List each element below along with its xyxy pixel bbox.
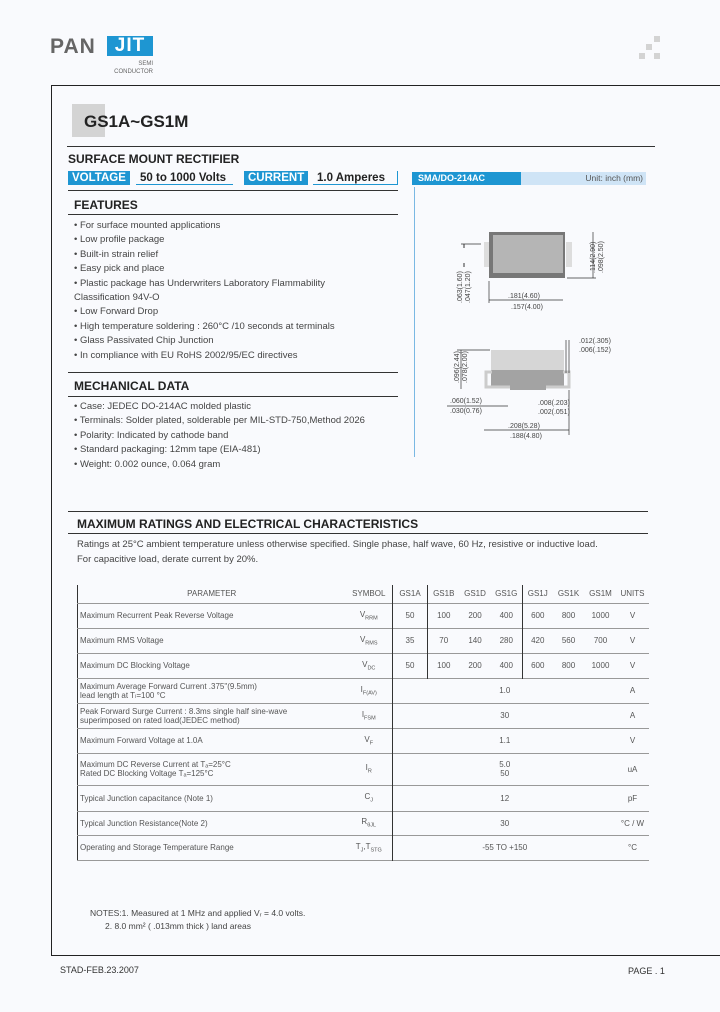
parameter-cell (78, 653, 346, 678)
dim-standoff-max: .008(.203) (538, 400, 570, 407)
parameter-text-2: Rated DC Blocking Voltage Tₐ=125°C (80, 769, 214, 778)
unit-cell: V (629, 611, 636, 620)
dim-top-height-max: .114(2.90) (590, 241, 597, 273)
symbol-subscript: DC (367, 665, 376, 672)
value-cell: 100 (428, 653, 460, 678)
dim-lead-height-max: .063(1.60) (457, 271, 464, 303)
mechanical-item: • Polarity: Indicated by cathode band (74, 429, 229, 441)
table-row (78, 835, 649, 860)
table-row (78, 703, 649, 728)
dim-standoff-min: .002(.051) (538, 409, 570, 416)
dim-lead-length-max: .060(1.52) (450, 398, 482, 405)
value: 5.0 (499, 760, 511, 769)
note-1: NOTES:1. Measured at 1 MHz and applied Vᵣ = 4.0 volts. (90, 908, 306, 918)
value-cell: 50 (393, 653, 428, 678)
value-cell: 200 (468, 661, 482, 670)
symbol-cell (346, 703, 393, 728)
parameter-text: Maximum Average Forward Current .375"(9.5mm) (80, 681, 257, 691)
header-gs1j: GS1J (523, 585, 553, 603)
note-2: 2. 8.0 mm² ( .013mm thick ) land areas (105, 921, 251, 931)
header-gs1k: GS1K (557, 589, 580, 599)
dim-top-width-min: .157(4.00) (511, 304, 543, 311)
parameter-text: Maximum DC Reverse Current at Tₐ=25°C (80, 760, 231, 769)
parameter-text: Maximum DC Blocking Voltage (80, 661, 190, 670)
current-label: CURRENT (244, 171, 308, 185)
footer-page: PAGE . 1 (628, 966, 665, 976)
divider (68, 511, 648, 512)
value-2: 50 (500, 769, 510, 778)
dim-lead-height-min: .047(1.20) (465, 271, 472, 303)
symbol-cell (346, 835, 393, 860)
logo-jit: JIT (107, 36, 153, 56)
value-cell: 1000 (591, 661, 610, 670)
value: 1.0 (499, 686, 511, 695)
value-cell (393, 785, 617, 811)
table-row (78, 678, 649, 703)
value-cell: 400 (499, 611, 513, 620)
mechanical-item: • Terminals: Solder plated, solderable per MIL-STD-750,Method 2026 (74, 415, 365, 427)
symbol-cell (346, 653, 393, 678)
symbol-subscript: F(AV) (362, 690, 377, 697)
parameter-text-2: superimposed on rated load(JEDEC method) (80, 715, 240, 725)
symbol-cell (346, 753, 393, 785)
value-cell (393, 835, 617, 860)
dim-side-height-max: .096(2.44) (454, 351, 461, 383)
ratings-condition-2: For capacitive load, derate current by 20%. (77, 554, 259, 565)
top-view-drawing (457, 232, 605, 311)
parameter-cell (78, 628, 346, 653)
header-gs1g: GS1G (495, 589, 518, 599)
parameter-cell (78, 753, 346, 785)
divider (68, 190, 398, 191)
features-list (74, 219, 335, 363)
voltage-label: VOLTAGE (68, 171, 130, 185)
feature-item: • In compliance with EU RoHS 2002/95/EC directives (74, 349, 298, 361)
symbol-cell (346, 811, 393, 835)
dim-total-length-max: .208(5.28) (508, 423, 540, 430)
symbol: T (355, 841, 361, 851)
table-row (78, 628, 649, 653)
mechanical-heading: MECHANICAL DATA (74, 379, 190, 393)
symbol-subscript: J (360, 847, 364, 854)
frame-bottom (51, 955, 720, 956)
header-gs1a: GS1A (393, 585, 428, 603)
value: 30 (500, 818, 510, 828)
parameter-cell (78, 678, 346, 703)
mechanical-item: • Case: JEDEC DO-214AC molded plastic (74, 401, 252, 412)
subtitle: SURFACE MOUNT RECTIFIER (68, 152, 240, 166)
symbol-2-subscript: STG (370, 847, 382, 854)
unit-cell: uA (627, 764, 638, 774)
value-cell: 800 (561, 661, 576, 670)
parameter-text-2: lead length at Tₗ=100 °C (80, 690, 166, 700)
unit-cell: A (629, 711, 636, 720)
symbol: V (362, 659, 368, 669)
header-parameter: PARAMETER (187, 589, 237, 599)
value-cell: 35 (393, 628, 428, 653)
parameter-cell (78, 703, 346, 728)
symbol-2: ,T (363, 841, 371, 851)
parameter-cell (78, 603, 346, 628)
symbol: V (364, 734, 370, 744)
value: 12 (500, 793, 510, 803)
dim-terminal-thk-max: .012(.305) (579, 338, 611, 345)
symbol-cell (346, 678, 393, 703)
symbol: R (361, 817, 368, 827)
mechanical-list (74, 400, 365, 472)
feature-item: • Built-in strain relief (74, 248, 159, 260)
feature-item: • Low Forward Drop (74, 306, 159, 318)
value-cell: 140 (468, 636, 482, 645)
header-units: UNITS (620, 589, 645, 599)
feature-item: • High temperature soldering : 260°C /10 seconds at terminals (74, 320, 335, 332)
value-cell: 200 (468, 611, 482, 620)
unit-cell: pF (627, 793, 638, 803)
table-row (78, 603, 649, 628)
value-cell: 600 (523, 653, 553, 678)
unit-cell: °C (628, 843, 637, 852)
logo-subtitle (100, 60, 153, 76)
ratings-heading: MAXIMUM RATINGS AND ELECTRICAL CHARACTERISTICS (77, 517, 419, 531)
table-row (78, 653, 649, 678)
unit-cell: °C / W (620, 818, 645, 828)
value-cell (393, 811, 617, 835)
current-value: 1.0 Amperes (313, 171, 398, 185)
table-row (78, 785, 649, 811)
feature-item: Classification 94V-O (74, 292, 160, 304)
value-cell: 600 (523, 603, 553, 628)
dim-terminal-thk-min: .006(.152) (579, 347, 611, 354)
symbol: V (359, 634, 366, 644)
parameter-text: Maximum RMS Voltage (80, 636, 164, 645)
symbol-subscript: R (367, 768, 372, 775)
parameter-cell (78, 785, 346, 811)
logo-sub1: SEMI (138, 61, 153, 67)
symbol-subscript: RMS (365, 640, 378, 647)
header-gs1b: GS1B (428, 585, 460, 603)
header-gs1m: GS1M (589, 589, 612, 599)
unit-cell: A (629, 686, 636, 695)
symbol-subscript: FSM (364, 715, 376, 722)
footer-doc-id: STAD-FEB.23.2007 (60, 965, 139, 975)
package-name: SMA/DO-214AC (412, 172, 521, 185)
value-cell (393, 678, 617, 703)
header-gs1d: GS1D (464, 589, 486, 599)
parameter-text: Operating and Storage Temperature Range (80, 843, 234, 852)
header-symbol: SYMBOL (352, 589, 386, 599)
logo-sub2: CONDUCTOR (114, 69, 153, 75)
parameter-text: Maximum Recurrent Peak Reverse Voltage (80, 611, 234, 620)
package-drawing (410, 165, 650, 455)
feature-item: • Plastic package has Underwriters Laboratory Flammability (74, 277, 325, 289)
dim-side-height-min: .078(2.00) (462, 351, 469, 383)
table-row (78, 811, 649, 835)
symbol-subscript: J (370, 797, 374, 804)
symbol-cell (346, 728, 393, 753)
frame-top (51, 85, 720, 86)
logo-pan: PAN (50, 35, 96, 58)
unit-cell: V (629, 661, 636, 670)
value: -55 TO +150 (482, 843, 528, 852)
features-heading: FEATURES (74, 198, 138, 212)
value-cell: 800 (561, 611, 576, 620)
value-cell: 560 (561, 636, 576, 645)
unit-cell: V (629, 736, 636, 745)
parameter-text: Typical Junction capacitance (Note 1) (80, 793, 213, 803)
parameter-text: Maximum Forward Voltage at 1.0A (80, 736, 203, 745)
symbol: C (364, 792, 371, 802)
feature-item: • Low profile package (74, 234, 165, 246)
voltage-value: 50 to 1000 Volts (136, 171, 233, 185)
parameter-text: Typical Junction Resistance(Note 2) (80, 818, 208, 828)
dim-top-height-min: .098(2.50) (598, 241, 605, 273)
value-cell: 280 (499, 636, 513, 645)
side-view-drawing (447, 338, 611, 440)
value-cell: 70 (428, 628, 460, 653)
value-cell: 400 (499, 661, 513, 670)
value-cell (393, 703, 617, 728)
divider (67, 146, 655, 147)
value-cell (393, 728, 617, 753)
feature-item: • Easy pick and place (74, 263, 165, 275)
mechanical-item: • Weight: 0.002 ounce, 0.064 gram (74, 458, 221, 470)
page-title: GS1A~GS1M (84, 112, 189, 131)
value: 30 (500, 711, 510, 720)
symbol: I (365, 763, 368, 773)
divider (68, 396, 398, 397)
parameter-cell (78, 835, 346, 860)
dim-top-width-max: .181(4.60) (508, 293, 540, 300)
value-cell (393, 753, 617, 785)
divider (68, 533, 648, 534)
value-cell: 700 (593, 636, 608, 645)
symbol-cell (346, 628, 393, 653)
symbol-cell (346, 603, 393, 628)
mechanical-item: • Standard packaging: 12mm tape (EIA-481) (74, 444, 261, 456)
parameter-cell (78, 728, 346, 753)
divider (68, 372, 398, 373)
symbol: V (359, 609, 366, 619)
value-cell: 1000 (591, 611, 610, 620)
value-cell: 420 (523, 628, 553, 653)
symbol-subscript: F (369, 740, 374, 747)
feature-item: • For surface mounted applications (74, 220, 221, 231)
table-header (78, 585, 649, 603)
value-cell: 100 (428, 603, 460, 628)
dim-total-length-min: .188(4.80) (510, 433, 542, 440)
feature-item: • Glass Passivated Chip Junction (74, 335, 214, 347)
ratings-table (77, 585, 649, 861)
symbol-subscript: RRM (365, 615, 378, 622)
table-row (78, 753, 649, 785)
parameter-cell (78, 811, 346, 835)
value-cell: 50 (393, 603, 428, 628)
parameter-text: Peak Forward Surge Current : 8.3ms single half sine-wave (80, 706, 288, 716)
divider (68, 214, 398, 215)
table-row (78, 728, 649, 753)
package-unit: Unit: inch (mm) (585, 173, 643, 183)
symbol: I (360, 684, 363, 694)
symbol-subscript: θJL (367, 822, 377, 829)
symbol: I (361, 709, 365, 719)
ratings-condition-1: Ratings at 25°C ambient temperature unless otherwise specified. Single phase, half wave, 60 Hz, resistive or inductive load. (77, 539, 598, 550)
symbol-cell (346, 785, 393, 811)
dim-lead-length-min: .030(0.76) (450, 408, 482, 415)
unit-cell: V (629, 636, 636, 645)
frame-left (51, 85, 52, 956)
value: 1.1 (499, 736, 511, 745)
